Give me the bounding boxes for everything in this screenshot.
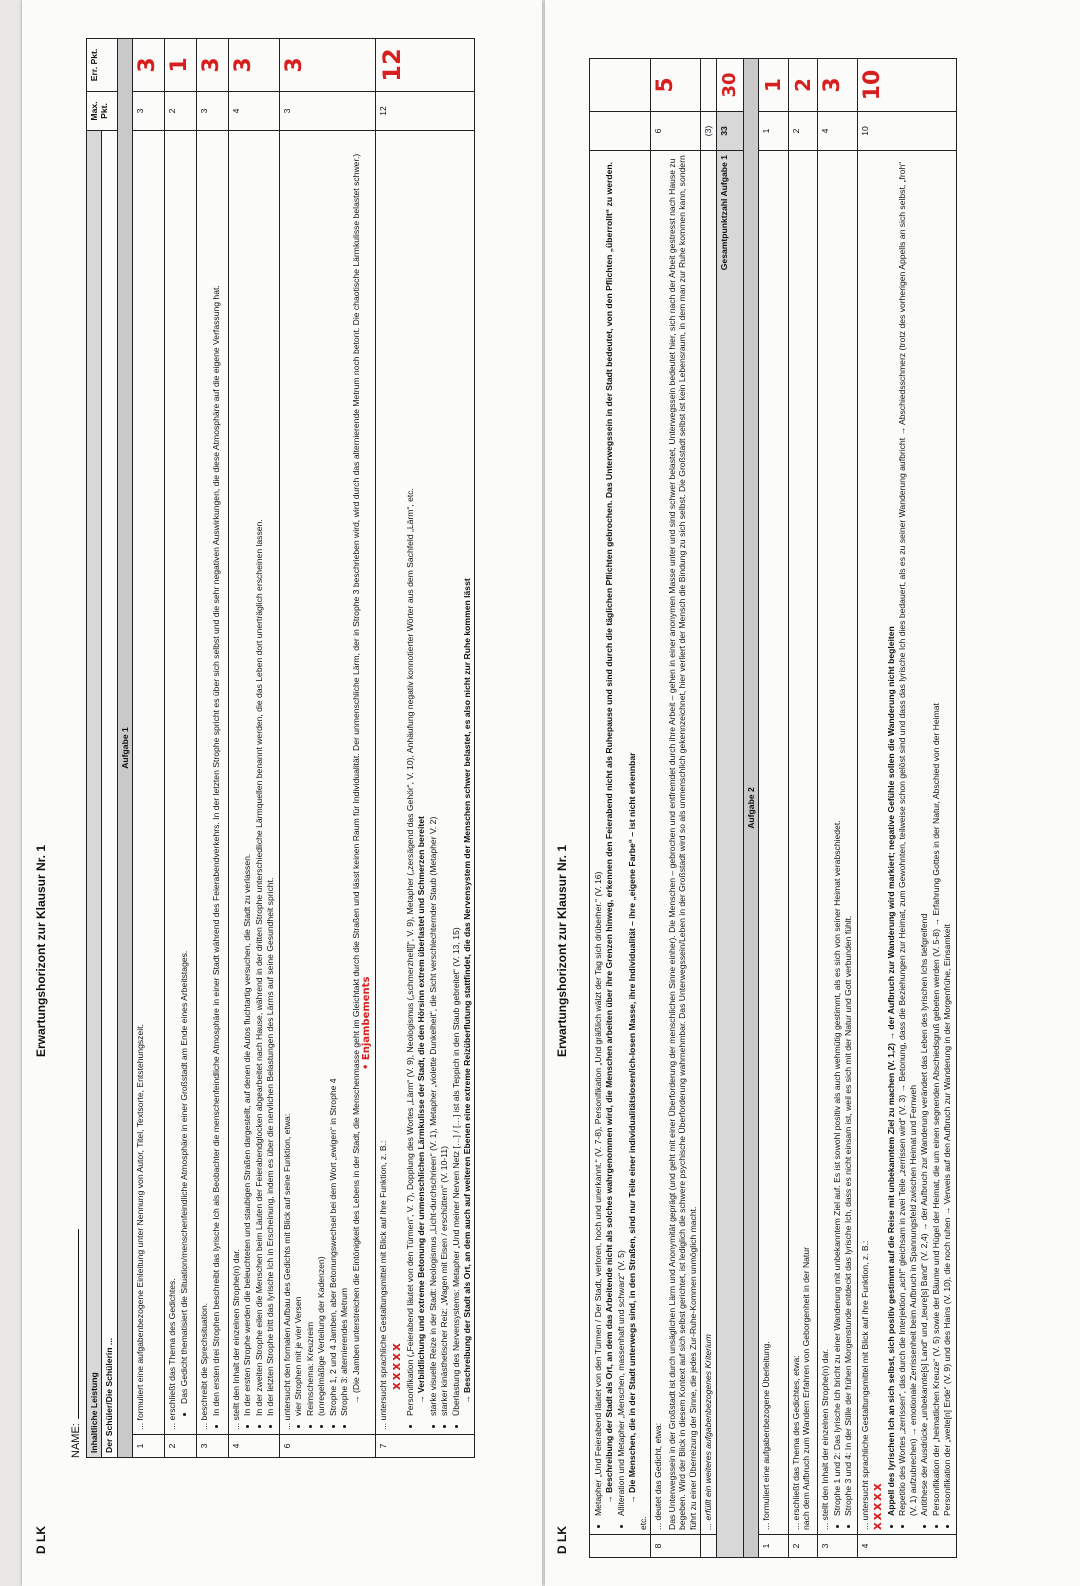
row-number: 4 [857,1535,956,1558]
list-item: • Strophe 3: alternierendes Metrum [339,135,349,1416]
right-header [551,18,573,1578]
max-points: (3) [701,112,716,151]
student-header: Der Schüler/Die Schülerin ... [102,131,117,1458]
max-points: 3 [197,92,229,131]
row-text: ... formuliert eine aufgabenbezogene Überleitung. [759,151,788,1535]
max-points: 2 [165,92,197,131]
max-points: 1 [759,112,788,151]
grade-mark: 3 [820,77,846,93]
row-number: 8 [651,1535,701,1558]
list-item: • Repetitio des Wortes „zerrissen“, das durch die Interjektion „ach!“ gleichsam in zwei Teile „zerrissen wird“ (V. 3) → Betonung, dass die Beziehungen zur Heimat, zum Gewohnten, teilweise schon gelöst sind und dass das lyrische Ich dies bedauert, als es zu seiner Wanderung aufbricht → Abschiedsschmerz (trotz des vorherigen Appells an sich selbst, „froh“ (V. 1) aufzubrechen) → emotionale Zerrissenheit beim Aufbruch in Spannungsfeld zwischen Heimat und Fernweh [897,155,918,1516]
table-row [165,39,197,1458]
grading-table-right [589,58,957,1558]
row-text: ... untersucht sprachliche Gestaltungsmittel mit Blick auf ihre Funktion, z. B.: [378,1140,389,1430]
table-row [818,59,857,1558]
arrow-icon: → [627,1495,638,1504]
right-page-content [551,18,1073,1578]
list-item: • (unregelmäßige Verteilung der Kadenzen) [316,135,326,1416]
grade-mark: 3 [135,57,161,73]
row-number: 1 [133,1435,165,1458]
table-row [279,39,376,1458]
list-item: • Das Gedicht thematisiert die Situation/menschenfeindliche Atmosphäre in einer Großstadt am Ende eines Arbeitstages. [179,135,189,1404]
row-text: ... deutet das Gedicht, etwa: [653,1422,664,1530]
arrow-icon: → [350,1395,361,1404]
list-item: • Personifikation der „heimatlichen Kreuze“ (V. 5) sowie der Bäume und Hügel der Heimat, die um einen segnenden Abschiedsgruß gebeten werden (V. 5-8) → Erfahrung Gottes in der Natur, Abschied von der Heimat [931,155,941,1516]
task-heading: Aufgabe 1 [117,39,132,1458]
row-text: ... beschreibt die Sprechsituation. [199,1302,210,1430]
grade-mark: 3 [230,57,256,73]
grade-mark: 3 [281,57,307,73]
table-row [197,39,229,1458]
grade-mark: 10 [859,69,885,101]
handwritten-note: • Enjambements [361,976,373,1070]
list-item: • starker kinästhetischer Reiz: „Wagen mit Eisen / erschüttern“ (V. 10-11) [439,135,449,1416]
row-text: ... formuliert eine aufgabenbezogene Einleitung unter Nennung von Autor, Titel, Textsorte, Entstehungszeit. [133,131,165,1435]
row-number: 1 [759,1535,788,1558]
table-row [788,59,817,1558]
row-sub: nach dem Aufbruch zum Wandern Erfahren von Geborgenheit in der Natur [801,1247,812,1530]
arrow-icon: → [604,1495,615,1504]
row-text: ... stellt den Inhalt der einzelnen Strophe(n) dar. [230,1248,241,1430]
row-arrow-text: Verbildlichung und extreme Betonung der unmenschlichen Lärmkulisse der Stadt, die den Hörsinn extrem überlastet und Schmerzen bereitet [416,816,427,1394]
max-points: 4 [818,112,857,151]
section-header: Inhaltliche Leistung [87,131,102,1458]
right-page [545,0,1080,1586]
row-number: 2 [165,1435,197,1458]
max-points: 6 [651,112,701,151]
list-item: • Alliteration und Metapher „Menschen, massenhaft und schwarz“ (V. 5) [616,155,626,1516]
list-item: • In der letzten Strophe tritt das lyrische Ich in Erscheinung, indem es über die nervlichen Belastungen des Lärms auf seine Gesundheit spricht. [265,135,275,1416]
max-points: 10 [857,112,956,151]
row-number: 6 [279,1435,376,1458]
task-heading: Aufgabe 2 [743,59,758,1558]
page-title: Erwartungshorizont zur Klausur Nr. 1 [555,844,569,1058]
row-arrow-text: Beschreibung der Stadt als Ort, an dem auch auf weiteren Ebenen eine extreme Reizüberflutung stattfindet, die das Nervensystem der Menschen schwer belastet, es also nicht zur Ruhe kommen lässt [461,578,472,1394]
table-row [857,59,956,1558]
list-item: • vier Strophen mit je vier Versen [293,135,303,1416]
table-row [759,59,788,1558]
table-row [590,59,651,1558]
grade-mark: 12 [378,48,407,82]
table-row [376,39,475,1458]
list-item: • In den ersten drei Strophen beschreibt das lyrische Ich als Beobachter die menschenfeindliche Atmosphäre in einer Stadt während des Feierabendverkehrs. In der letzten Strophe spricht es über sich selbst und die sehr negativen Auswirkungen, die diese Atmosphäre auf die eigene Verfassung hat. [211,135,221,1416]
list-item: • Strophe 1 und 2: Das lyrische Ich bricht zu einer Wanderung mit unbekanntem Ziel auf. Es ist sowohl positiv als auch wehmütig gestimmt, als es sich von seiner Heimat verabschiedet. [832,155,842,1516]
name-label: NAME: [70,1423,82,1458]
list-item: • starke visuelle Reize in der Stadt: Neologismus „Licht-durchschrieen“ (V. 1), Metapher „violette Dunkelheit“, die Sicht verschlechternder Staub (Metapher V. 2) [428,135,438,1416]
arrow-icon: → [416,1395,427,1404]
row-number: 2 [788,1535,817,1558]
row-text: ... untersucht den formalen Aufbau des Gedichts mit Blick auf seine Funktion, etwa: [281,1113,292,1430]
course-label: D LK [34,1526,48,1554]
list-item: • In der ersten Strophe werden die beleuchteten und staubigen Straßen dargestellt, auf denen die Autos fluchtartig versuchen, die Stadt zu verlassen. [242,135,252,1416]
row-body: Das Unterwegssein in der Großstadt ist durch unsäglichen Lärm und Anonymität geprägt (und geht mit einer Überforderung der menschlichen Sinne einher). Die Menschen – gebrochen und entfremdet durch ihre Arbeit – gehen in einer anonymen Masse unter und sind schwer belastet, Unterwegssein bedeutet hier, sich nach der Arbeit gestresst nach Hause zu begeben. Wird der Blick in diesem Kontext auf sich selbst gerichtet, ist lediglich die schwere psychische Überforderung wahrnehmbar. Das Unterwegssein/Leben in der Großstadt wird so als unmenschlich gekennzeichnet, hier verliert der Mensch die Bindung zu sich selbst. Die Großstadt selbst ist kein Lebensraum, in dem man zur Ruhe kommen kann, sondern führt zu einer Überreizung der Sinne, die jedes Zur-Ruhe-Kommen unmöglich macht. [666,155,698,1530]
max-points: 4 [228,92,279,131]
row-text: ... stellt den Inhalt der einzelnen Strophe(n) dar. [820,1348,831,1530]
row-text: ... untersucht sprachliche Gestaltungsmittel mit Blick auf ihre Funktion, z. B.: [859,1240,870,1530]
table-row [716,59,743,1558]
row-number: 7 [376,1435,475,1458]
left-page-content [30,18,535,1578]
max-points: 33 [716,112,743,151]
list-item: • Appell des lyrischen Ich an sich selbst, sich positiv gestimmt auf die Reise mit unbekanntem Ziel zu machen (V. 1,2) → der Aufbruch zur Wanderung wird markiert; negative Gefühle sollen die Wanderung nicht begleiten [886,155,896,1516]
handwritten-marks: xxxxx [388,1341,403,1390]
max-points: 2 [788,112,817,151]
list-item: • Strophe 3 und 4: In der Stille der frühen Morgenstunde entdeckt das lyrische Ich, dass es nicht einsam ist, weil es sich mit der Natur und Gott verbunden fühlt. [843,155,853,1516]
list-item: • Metapher „Und Feierabend läutet von den Türmen / Der Stadt, verloren, hoch und unerkannt.“ (V. 7-8), Personifikation „Und gräßlich wälzt der Tag sich drüberher.“ (V. 16) [593,155,603,1516]
grade-mark: 5 [653,77,679,93]
grade-mark: 1 [761,78,786,92]
row-number: 3 [818,1535,857,1558]
left-header [30,18,52,1578]
err-header: Err. Pkt. [87,39,118,92]
table-row [651,59,701,1558]
left-page [22,0,542,1586]
row-arrow-text: (Die Jamben unterstreichen die Eintönigkeit des Lebens in der Stadt, die Menschenmasse geht im Gleichtakt durch die Straßen und lässt keinen Raum für Individualität. Der unmenschliche Lärm, der in Strophe 3 beschrieben wird, wird durch das alternierende Metrum noch betont. Die chaotische Lärmkulisse belastet schwer.) [350,153,361,1394]
list-item: • Personifikation („Feierabend läutet von den Türmen“, V. 7), Dopplung des Wortes „Lärm“ (V. 9), Neologismus („schmerzhell[]“, V. 9), Metapher („zersägend das Gehör“, V. 10), Anhäufung negativ konnotierter Wörter aus dem Sachfeld „Lärm“, etc. [405,135,415,1416]
table-row [228,39,279,1458]
page-title: Erwartungshorizont zur Klausur Nr. 1 [34,844,48,1058]
row-arrow-text: Beschreibung der Stadt als Ort, an dem das Arbeitende nicht als solches wahrgenommen wird, die Menschen arbeiten über ihre Grenzen hinweg, erkennen den Feierabend nicht als Ruhepause und sind durch die täglichen Pflichten gebrochen. Das Unterwegssein in der Stadt bedeutet, von den Pflichten „überrollt“ zu werden. [604,161,615,1494]
row-number: 4 [228,1435,279,1458]
arrow-icon: → [461,1395,472,1404]
list-item: • Reimschema: Kreuzreim [305,135,315,1416]
list-item: • Überlastung des Nervensystems: Metapher „Und meiner Nerven Netz […] / […] ist als Teppich in den Staub gebreitet“ (V. 13, 15) [451,135,461,1416]
list-item: • Antithese der Ausdrücke „unbekannte[s] Land“ und „teure[s] Band“ (V. 2,4) → der Aufbruch zur Wanderung verändert das Leben des lyrischen Ichs tiefgreifend [919,155,929,1516]
max-points: 12 [376,92,475,131]
etc-text: etc. [637,1516,648,1530]
max-header: Max. Pkt. [87,92,118,131]
row-number: 3 [197,1435,229,1458]
list-item: • Strophe 1, 2 und 4 Jamben, aber Betonungswechsel bei dem Wort „ewigen“ in Strophe 4 [328,135,338,1416]
list-item: • Personifikation der „weite[n] Erde“ (V. 9) und des Hains (V. 10), die noch ruhen → Verweis auf den Aufbruch zur Wanderung in der Morgenfrühe, Einsamkeit [942,155,952,1516]
name-field [70,18,82,1458]
total-label: Gesamtpunktzahl Aufgabe 1 [716,151,743,1558]
grading-table-left [86,38,475,1458]
grade-mark: 1 [167,57,193,73]
row-arrow-text: Die Menschen, die in der Stadt unterwegs sind, in den Straßen, sind nur Teile einer individualitätslosen/ich-losen Masse, ihre Individualität – ihre „eigene Farbe“ – ist nicht erkennbar [627,752,638,1494]
grade-mark: 30 [718,72,740,98]
max-points: 3 [279,92,376,131]
row-text: ... erschließt das Thema des Gedichtes, etwa: [790,1355,801,1530]
course-label: D LK [555,1526,569,1554]
row-text: ... erschließt das Thema des Gedichtes. [167,1278,178,1430]
grade-mark: 2 [790,78,815,92]
list-item: • In der zweiten Strophe eilen die Menschen beim Läuten der Feierabendglocken abgearbeitet nach Hause, während in der dritten Strophe unterschiedliche Lärmquellen benannt werden, die das Leben dort unerträglich erscheinen lassen. [254,135,264,1416]
handwritten-marks: xxxxx [870,1481,884,1530]
table-row [133,39,165,1458]
max-points: 3 [133,92,165,131]
row-text: ... erfüllt ein weiteres aufgabenbezogenes Kriterium [701,151,716,1535]
table-row [701,59,716,1558]
name-line [78,1229,79,1419]
grade-mark: 3 [199,57,225,73]
